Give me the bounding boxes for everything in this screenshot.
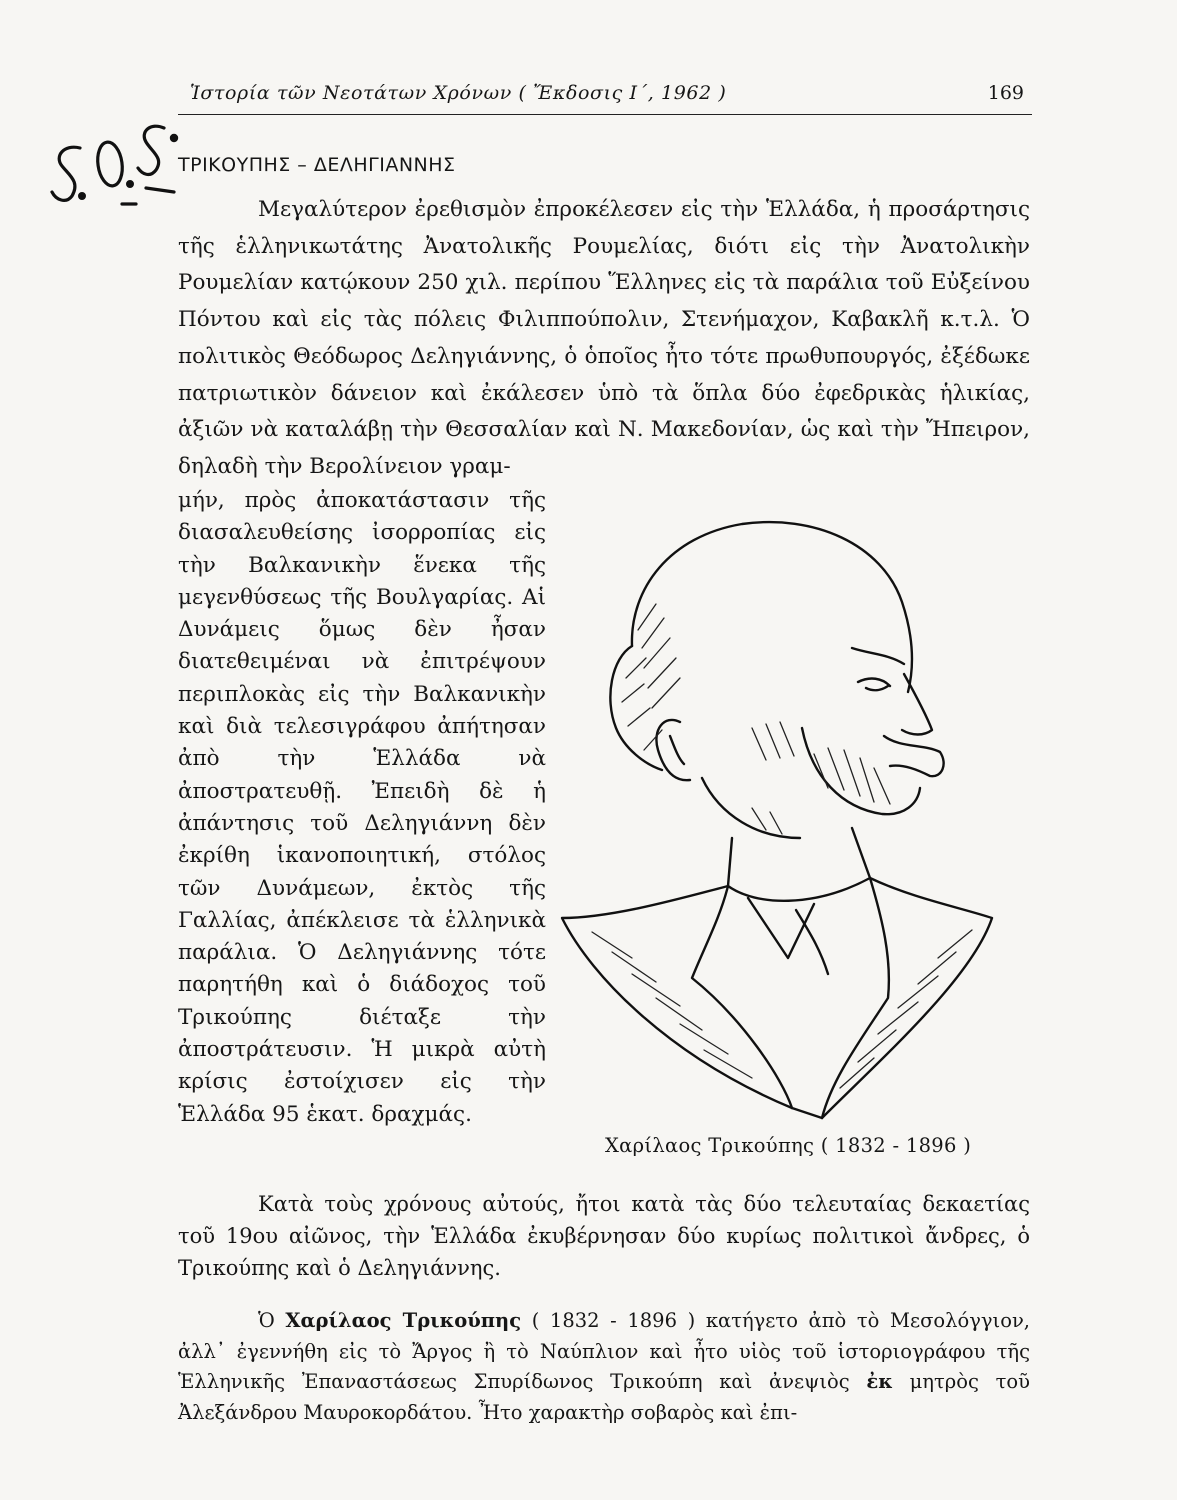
paragraph-1	[178, 192, 1030, 486]
portrait-engraving	[552, 478, 1032, 1123]
paragraph-3-bold-word: ἐκ	[866, 1370, 893, 1393]
paragraph-3-lead: Ὁ	[258, 1309, 286, 1332]
section-heading: ΤΡΙΚΟΥΠΗΣ – ΔΕΛΗΓΙΑΝΝΗΣ	[178, 154, 456, 176]
paragraph-3-text-b: μητρὸς τοῦ Ἀλεξάνδρου Μαυροκορδάτου. Ἦτο χαρακτὴρ σοβαρὸς καὶ ἐπι-	[178, 1370, 1030, 1424]
paragraph-2-text: Κατὰ τοὺς χρόνους αὐτούς, ἤτοι κατὰ τὰς δύο τελευταίας δεκαετίας τοῦ 19ου αἰῶνος, τὴν Ἑλλάδα ἐκυβέρνησαν δύο κυρίως πολιτικοὶ ἄνδρες, ὁ Τρικούπης καὶ ὁ Δεληγιάννης.	[178, 1192, 1030, 1280]
page-header	[178, 80, 1032, 115]
paragraph-1-text: Μεγαλύτερον ἐρεθισμὸν ἐπροκέλεσεν εἰς τὴν Ἑλλάδα, ἡ προσάρτησις τῆς ἑλληνικωτάτης Ἀνατολικῆς Ρουμελίας, διότι εἰς τὴν Ἀνατολικὴν Ρουμελίαν κατῴκουν 250 χιλ. περίπου Ἕλληνες εἰς τὰ παράλια τοῦ Εὐξείνου Πόντου καὶ εἰς τὰς πόλεις Φιλιππούπολιν, Στενήμαχον, Καβακλῆ κ.τ.λ. Ὁ πολιτικὸς Θεόδωρος Δεληγιάννης, ὁ ὁποῖος ἦτο τότε πρωθυπουργός, ἐξέδωκε πατριωτικὸν δάνειον καὶ ἐκάλεσεν ὑπὸ τὰ ὅπλα δύο ἐφεδρικὰς ἡλικίας, ἀξιῶν νὰ καταλάβῃ τὴν Θεσσαλίαν καὶ Ν. Μακεδονίαν, ὡς καὶ τὴν Ἤπειρον, δηλαδὴ τὴν Βερολίνειον γραμ-	[178, 197, 1030, 479]
paragraph-3-text-a: ( 1832 - 1896 ) κατήγετο ἀπὸ τὸ Μεσολόγγιον, ἀλλ᾽ ἐγεννήθη εἰς τὸ Ἄργος ἢ τὸ Ναύπλιον καὶ ἦτο υἱὸς τοῦ ἱστοριογράφου τῆς Ἑλληνικῆς Ἐπαναστάσεως Σπυρίδωνος Τρικούπη καὶ ἀνεψιὸς	[178, 1309, 1030, 1393]
paragraph-1-continued-text: μήν, πρὸς ἀποκατάστασιν τῆς διασαλευθείσης ἰσορροπίας εἰς τὴν Βαλκανικὴν ἕνεκα τῆς μεγενθύσεως τῆς Βουλγαρίας. Αἱ Δυνάμεις ὅμως δὲν ἦσαν διατεθειμέναι νὰ ἐπιτρέψουν περιπλοκὰς εἰς τὴν Βαλκανικὴν καὶ διὰ τελεσιγράφου ἀπήτησαν ἀπὸ τὴν Ἑλλάδα νὰ ἀποστρατευθῇ. Ἐπειδὴ δὲ ἡ ἀπάντησις τοῦ Δεληγιάννη δὲν ἐκρίθη ἱκανοποιητική, στόλος τῶν Δυνάμεων, ἐκτὸς τῆς Γαλλίας, ἀπέκλεισε τὰ ἑλληνικὰ παράλια. Ὁ Δεληγιάννης τότε παρητήθη καὶ ὁ διάδοχος τοῦ Τρικούπης διέταξε τὴν ἀποστράτευσιν. Ἡ μικρὰ αὐτὴ κρίσις ἐστοίχισεν εἰς τὴν Ἑλλάδα 95 ἑκατ. δραχμάς.	[178, 488, 546, 1127]
paragraph-2	[178, 1188, 1030, 1284]
paragraph-1-continued	[178, 485, 546, 1131]
running-title: Ἱστορία τῶν Νεοτάτων Χρόνων ( Ἔκδοσις Ι΄, 1962 )	[190, 82, 727, 104]
page-number: 169	[987, 82, 1024, 104]
portrait-caption: Χαρίλαος Τρικούπης ( 1832 - 1896 )	[605, 1134, 972, 1157]
bio-name: Χαρίλαος Τρικούπης	[285, 1309, 522, 1332]
paragraph-3-text	[178, 1306, 1030, 1428]
paragraph-3	[178, 1306, 1030, 1428]
